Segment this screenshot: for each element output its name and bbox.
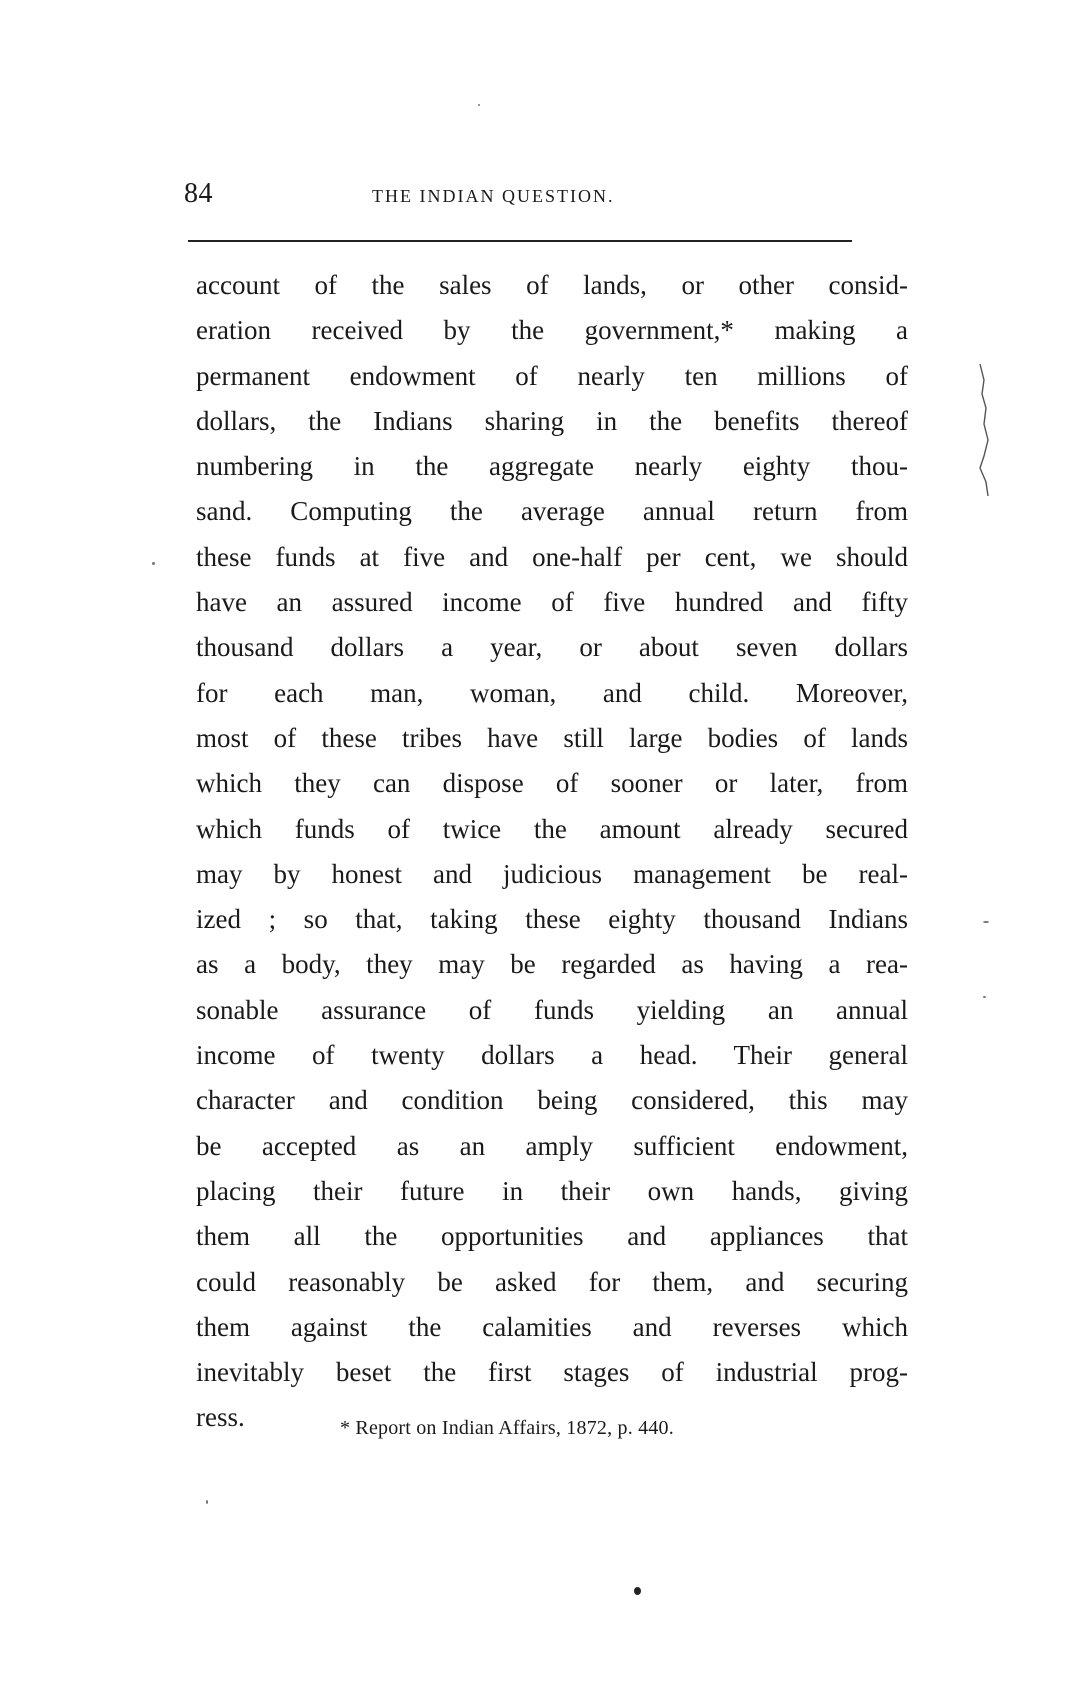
text-line: ress. [196, 1402, 245, 1433]
scan-speck [983, 921, 989, 923]
text-line: thousand dollars a year, or about seven dollars [196, 632, 908, 663]
text-line: numbering in the aggregate nearly eighty thou- [196, 451, 908, 482]
body-paragraph [196, 263, 908, 1441]
text-line: dollars, the Indians sharing in the benefits thereof [196, 405, 908, 436]
page-number: 84 [184, 178, 213, 209]
text-line: for each man, woman, and child. Moreover, [196, 677, 908, 708]
scan-speck [478, 104, 480, 106]
text-line: character and condition being considered, this may [196, 1085, 908, 1116]
text-line: these funds at five and one-half per cent, we should [196, 541, 908, 572]
text-line: eration received by the government,* making a [196, 315, 908, 346]
margin-bracket-mark [976, 360, 996, 500]
text-line: ized ; so that, taking these eighty thousand Indians [196, 904, 908, 935]
text-line: have an assured income of five hundred and fifty [196, 587, 908, 618]
text-line: account of the sales of lands, or other consid- [196, 270, 908, 300]
text-line: most of these tribes have still large bodies of lands [196, 722, 908, 753]
text-line: which they can dispose of sooner or later, from [196, 768, 908, 799]
scan-speck [634, 1587, 641, 1595]
text-line: placing their future in their own hands, giving [196, 1175, 908, 1206]
text-line: be accepted as an amply sufficient endowment, [196, 1130, 908, 1161]
text-line: them all the opportunities and appliances that [196, 1221, 908, 1252]
running-title: THE INDIAN QUESTION. [372, 186, 615, 206]
scan-speck [983, 996, 986, 998]
header-rule [188, 240, 852, 242]
text-line: income of twenty dollars a head. Their general [196, 1040, 908, 1071]
text-line: permanent endowment of nearly ten millions of [196, 360, 908, 391]
text-line: them against the calamities and reverses which [196, 1311, 908, 1342]
text-line: inevitably beset the first stages of industrial prog- [196, 1357, 908, 1388]
scan-speck [206, 1500, 208, 1504]
text-line: which funds of twice the amount already secured [196, 813, 908, 844]
footnote: * Report on Indian Affairs, 1872, p. 440. [340, 1417, 674, 1439]
text-line: sand. Computing the average annual return from [196, 496, 908, 527]
text-line: as a body, they may be regarded as having a rea- [196, 949, 908, 980]
scan-speck [152, 562, 155, 565]
text-line: could reasonably be asked for them, and securing [196, 1266, 908, 1297]
text-line: sonable assurance of funds yielding an annual [196, 994, 908, 1025]
text-line: may by honest and judicious management be real- [196, 858, 908, 889]
